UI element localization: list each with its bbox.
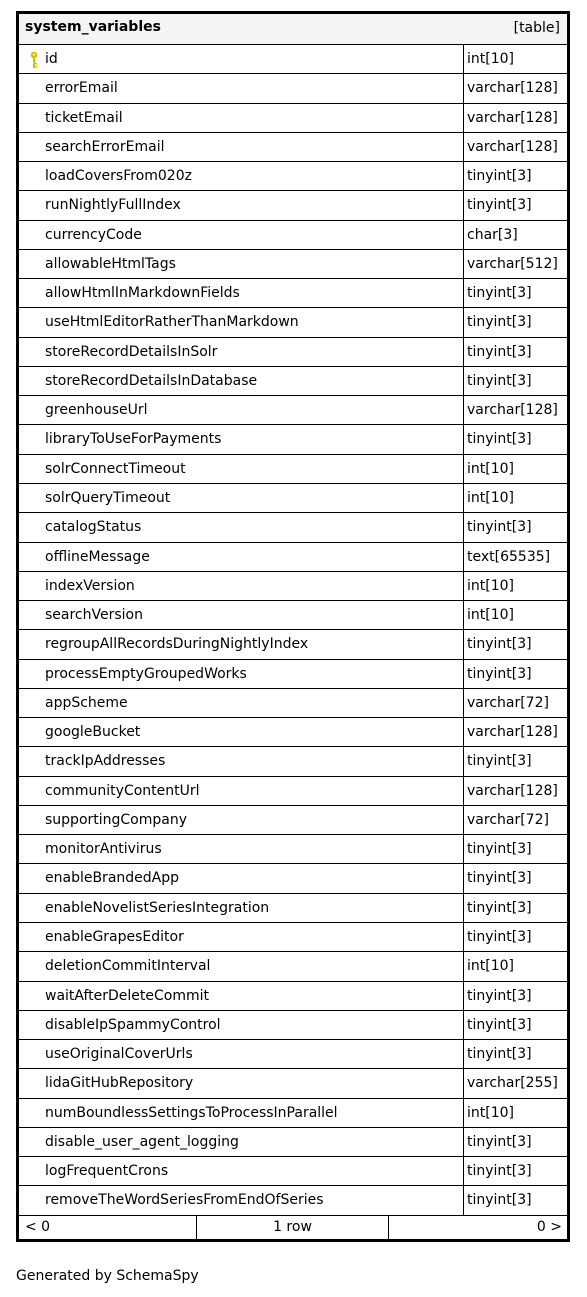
column-type: tinyint[3] <box>467 1163 532 1180</box>
table-row[interactable] <box>19 572 567 601</box>
column-name-cell <box>19 279 464 307</box>
column-name: loadCoversFrom020z <box>45 168 192 185</box>
table-row[interactable] <box>19 191 567 220</box>
column-name-cell <box>19 864 464 892</box>
table-entity <box>16 11 570 1242</box>
column-name: storeRecordDetailsInSolr <box>45 343 218 360</box>
column-name: currencyCode <box>45 226 142 243</box>
column-name-cell <box>19 806 464 834</box>
column-type: tinyint[3] <box>467 928 532 945</box>
column-type: tinyint[3] <box>467 841 532 858</box>
column-name-cell <box>19 162 464 190</box>
table-row[interactable] <box>19 45 567 74</box>
column-name: deletionCommitInterval <box>45 958 211 975</box>
column-type: varchar[72] <box>467 811 549 828</box>
column-name-cell <box>19 718 464 746</box>
column-name-cell <box>19 425 464 453</box>
column-name: greenhouseUrl <box>45 402 148 419</box>
column-name: catalogStatus <box>45 519 142 536</box>
column-name: storeRecordDetailsInDatabase <box>45 372 258 389</box>
column-name: trackIpAddresses <box>45 753 166 770</box>
table-row[interactable] <box>19 74 567 103</box>
table-header <box>19 14 567 45</box>
column-type: tinyint[3] <box>467 431 532 448</box>
table-row[interactable] <box>19 1157 567 1186</box>
column-name: searchVersion <box>45 607 143 624</box>
table-row[interactable] <box>19 1186 567 1215</box>
column-name-cell <box>19 894 464 922</box>
table-row[interactable] <box>19 718 567 747</box>
column-type: int[10] <box>467 1104 514 1121</box>
column-name: allowHtmlInMarkdownFields <box>45 285 240 302</box>
column-type: tinyint[3] <box>467 1133 532 1150</box>
column-type: varchar[128] <box>467 402 558 419</box>
column-name-cell <box>19 982 464 1010</box>
table-row[interactable] <box>19 952 567 981</box>
table-row[interactable] <box>19 894 567 923</box>
column-type: tinyint[3] <box>467 899 532 916</box>
column-name-cell <box>19 74 464 102</box>
column-name-cell <box>19 1011 464 1039</box>
table-row[interactable] <box>19 1069 567 1098</box>
column-name-cell <box>19 689 464 717</box>
column-type: tinyint[3] <box>467 753 532 770</box>
column-name: useOriginalCoverUrls <box>45 1046 193 1063</box>
column-type: varchar[72] <box>467 694 549 711</box>
column-name: errorEmail <box>45 80 118 97</box>
table-row[interactable] <box>19 279 567 308</box>
column-name: solrConnectTimeout <box>45 460 186 477</box>
column-name: disable_user_agent_logging <box>45 1133 239 1150</box>
column-type: varchar[255] <box>467 1075 558 1092</box>
column-type: tinyint[3] <box>467 987 532 1004</box>
table-row[interactable] <box>19 1011 567 1040</box>
column-type: tinyint[3] <box>467 285 532 302</box>
table-row[interactable] <box>19 484 567 513</box>
column-type: varchar[128] <box>467 109 558 126</box>
table-row[interactable] <box>19 864 567 893</box>
table-row[interactable] <box>19 543 567 572</box>
column-name: googleBucket <box>45 724 141 741</box>
column-type: text[65535] <box>467 548 551 565</box>
column-name-cell <box>19 630 464 658</box>
table-row[interactable] <box>19 367 567 396</box>
column-type: int[10] <box>467 958 514 975</box>
column-type: varchar[128] <box>467 80 558 97</box>
column-name: searchErrorEmail <box>45 138 165 155</box>
column-name-cell <box>19 1069 464 1097</box>
column-type: int[10] <box>467 489 514 506</box>
column-type: char[3] <box>467 226 518 243</box>
column-name: appScheme <box>45 694 128 711</box>
column-name-cell <box>19 1157 464 1185</box>
table-row[interactable] <box>19 338 567 367</box>
column-name: communityContentUrl <box>45 782 200 799</box>
column-name-cell <box>19 1099 464 1127</box>
column-name-cell <box>19 45 464 73</box>
column-name: logFrequentCrons <box>45 1163 169 1180</box>
column-name: solrQueryTimeout <box>45 489 171 506</box>
key-icon <box>29 51 39 69</box>
table-row[interactable] <box>19 133 567 162</box>
table-row[interactable] <box>19 250 567 279</box>
table-row[interactable] <box>19 630 567 659</box>
table-row[interactable] <box>19 923 567 952</box>
column-name-cell <box>19 308 464 336</box>
column-type: tinyint[3] <box>467 1016 532 1033</box>
column-name: removeTheWordSeriesFromEndOfSeries <box>45 1192 324 1209</box>
column-name: offlineMessage <box>45 548 150 565</box>
table-row[interactable] <box>19 425 567 454</box>
column-type: varchar[512] <box>467 255 558 272</box>
column-name-cell <box>19 1040 464 1068</box>
column-name-cell <box>19 338 464 366</box>
column-name: libraryToUseForPayments <box>45 431 222 448</box>
table-kind: [table] <box>513 20 560 36</box>
table-row[interactable] <box>19 982 567 1011</box>
column-name-cell <box>19 221 464 249</box>
column-name: monitorAntivirus <box>45 841 162 858</box>
children-count[interactable]: 0 > <box>536 1218 562 1235</box>
table-footer <box>19 1216 567 1239</box>
column-name: enableNovelistSeriesIntegration <box>45 899 270 916</box>
column-name: waitAfterDeleteCommit <box>45 987 210 1004</box>
column-name: runNightlyFullIndex <box>45 197 181 214</box>
column-type: tinyint[3] <box>467 665 532 682</box>
column-name: ticketEmail <box>45 109 123 126</box>
column-type: int[10] <box>467 460 514 477</box>
column-name-cell <box>19 367 464 395</box>
column-name: disableIpSpammyControl <box>45 1016 221 1033</box>
column-type: tinyint[3] <box>467 314 532 331</box>
column-name-cell <box>19 250 464 278</box>
column-type: tinyint[3] <box>467 168 532 185</box>
column-type: tinyint[3] <box>467 343 532 360</box>
column-name-cell <box>19 601 464 629</box>
column-type: tinyint[3] <box>467 870 532 887</box>
column-list <box>19 45 567 1216</box>
column-type: int[10] <box>467 577 514 594</box>
column-type: int[10] <box>467 51 514 67</box>
column-name: processEmptyGroupedWorks <box>45 665 247 682</box>
column-name: enableBrandedApp <box>45 870 180 887</box>
table-row[interactable] <box>19 455 567 484</box>
table-row[interactable] <box>19 308 567 337</box>
column-name-cell <box>19 747 464 775</box>
column-name-cell <box>19 543 464 571</box>
column-name: id <box>45 51 58 67</box>
table-row[interactable] <box>19 689 567 718</box>
column-name-cell <box>19 104 464 132</box>
column-name-cell <box>19 191 464 219</box>
table-row[interactable] <box>19 660 567 689</box>
table-row[interactable] <box>19 1128 567 1157</box>
column-name-cell <box>19 572 464 600</box>
column-name-cell <box>19 660 464 688</box>
column-name-cell <box>19 923 464 951</box>
column-name-cell <box>19 1186 464 1214</box>
column-type: varchar[128] <box>467 782 558 799</box>
column-type: tinyint[3] <box>467 1192 532 1209</box>
column-name: numBoundlessSettingsToProcessInParallel <box>45 1104 338 1121</box>
column-name: indexVersion <box>45 577 135 594</box>
column-type: tinyint[3] <box>467 519 532 536</box>
column-name: useHtmlEditorRatherThanMarkdown <box>45 314 299 331</box>
table-row[interactable] <box>19 104 567 133</box>
table-row[interactable] <box>19 513 567 542</box>
column-name-cell <box>19 513 464 541</box>
table-row[interactable] <box>19 747 567 776</box>
table-row[interactable] <box>19 835 567 864</box>
column-type: varchar[128] <box>467 138 558 155</box>
column-name: enableGrapesEditor <box>45 928 184 945</box>
column-type: tinyint[3] <box>467 197 532 214</box>
table-row[interactable] <box>19 221 567 250</box>
parents-count[interactable]: < 0 <box>19 1216 197 1239</box>
row-count: 1 row <box>197 1216 389 1239</box>
column-name: supportingCompany <box>45 811 188 828</box>
generated-by-note: Generated by SchemaSpy <box>16 1268 199 1284</box>
table-name[interactable]: system_variables <box>25 19 161 35</box>
table-row[interactable] <box>19 1040 567 1069</box>
table-row[interactable] <box>19 601 567 630</box>
column-type: tinyint[3] <box>467 372 532 389</box>
column-name-cell <box>19 455 464 483</box>
table-row[interactable] <box>19 1099 567 1128</box>
table-row[interactable] <box>19 777 567 806</box>
column-name: lidaGitHubRepository <box>45 1075 194 1092</box>
column-type: tinyint[3] <box>467 1046 532 1063</box>
column-name-cell <box>19 1128 464 1156</box>
table-row[interactable] <box>19 162 567 191</box>
column-type: varchar[128] <box>467 724 558 741</box>
column-name-cell <box>19 952 464 980</box>
column-name: regroupAllRecordsDuringNightlyIndex <box>45 636 309 653</box>
column-name-cell <box>19 835 464 863</box>
column-name-cell <box>19 484 464 512</box>
column-name-cell <box>19 133 464 161</box>
table-row[interactable] <box>19 806 567 835</box>
column-type: int[10] <box>467 607 514 624</box>
column-name-cell <box>19 396 464 424</box>
column-name-cell <box>19 777 464 805</box>
table-row[interactable] <box>19 396 567 425</box>
column-type: tinyint[3] <box>467 636 532 653</box>
column-name: allowableHtmlTags <box>45 255 176 272</box>
